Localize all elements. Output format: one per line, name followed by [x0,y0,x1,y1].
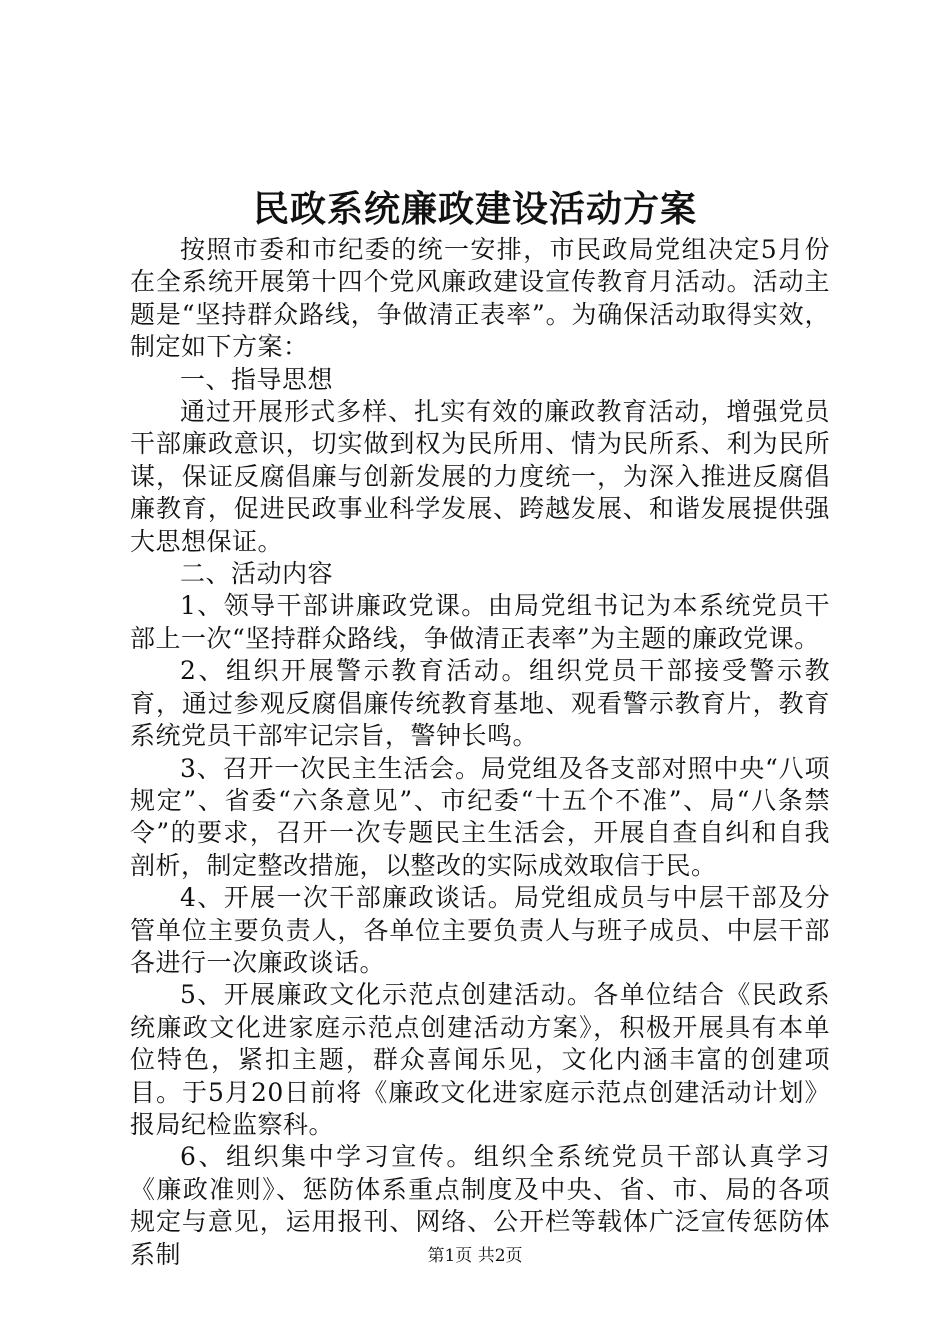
page-footer: 第1页 共2页 [427,1246,523,1266]
activity-item-1: 1、领导干部讲廉政党课。由局党组书记为本系统党员干部上一次“坚持群众路线，争做清正表率”为主题的廉政党课。 [130,591,830,653]
section-heading-guiding-thought: 一、指导思想 [180,364,334,394]
section-heading-activity-content: 二、活动内容 [180,559,334,589]
activity-item-3: 3、召开一次民主生活会。局党组及各支部对照中央“八项规定”、省委“六条意见”、市纪委“十五个不准”、局“八条禁令”的要求，召开一次专题民主生活会，开展自查自纠和自我剖析，制定整改措施，以整改的实际成效取信于民。 [130,753,830,880]
intro-paragraph: 按照市委和市纪委的统一安排，市民政局党组决定5月份在全系统开展第十四个党风廉政建设宣传教育月活动。活动主题是“坚持群众路线，争做清正表率”。为确保活动取得实效，制定如下方案： [130,235,830,362]
document-title: 民政系统廉政建设活动方案 [252,188,697,230]
activity-item-5: 5、开展廉政文化示范点创建活动。各单位结合《民政系统廉政文化进家庭示范点创建活动方案》，积极开展具有本单位特色，紧扣主题，群众喜闻乐见，文化内涵丰富的创建项目。于5月20日前将《廉政文化进家庭示范点创建活动计划》报局纪检监察科。 [130,980,830,1139]
activity-item-4: 4、开展一次干部廉政谈话。局党组成员与中层干部及分管单位主要负责人，各单位主要负责人与班子成员、中层干部各进行一次廉政谈话。 [130,883,830,977]
guiding-thought-paragraph: 通过开展形式多样、扎实有效的廉政教育活动，增强党员干部廉政意识，切实做到权为民所用、情为民所系、利为民所谋，保证反腐倡廉与创新发展的力度统一，为深入推进反腐倡廉教育，促进民政事业科学发展、跨越发展、和谐发展提供强大思想保证。 [130,397,830,556]
activity-item-6: 6、组织集中学习宣传。组织全系统党员干部认真学习《廉政准则》、惩防体系重点制度及中央、省、市、局的各项规定与意见，运用报刊、网络、公开栏等载体广泛宣传惩防体系制 [130,1142,830,1269]
document-body [130,234,830,1271]
activity-item-2: 2、组织开展警示教育活动。组织党员干部接受警示教育，通过参观反腐倡廉传统教育基地、观看警示教育片，教育系统党员干部牢记宗旨，警钟长鸣。 [130,656,830,751]
